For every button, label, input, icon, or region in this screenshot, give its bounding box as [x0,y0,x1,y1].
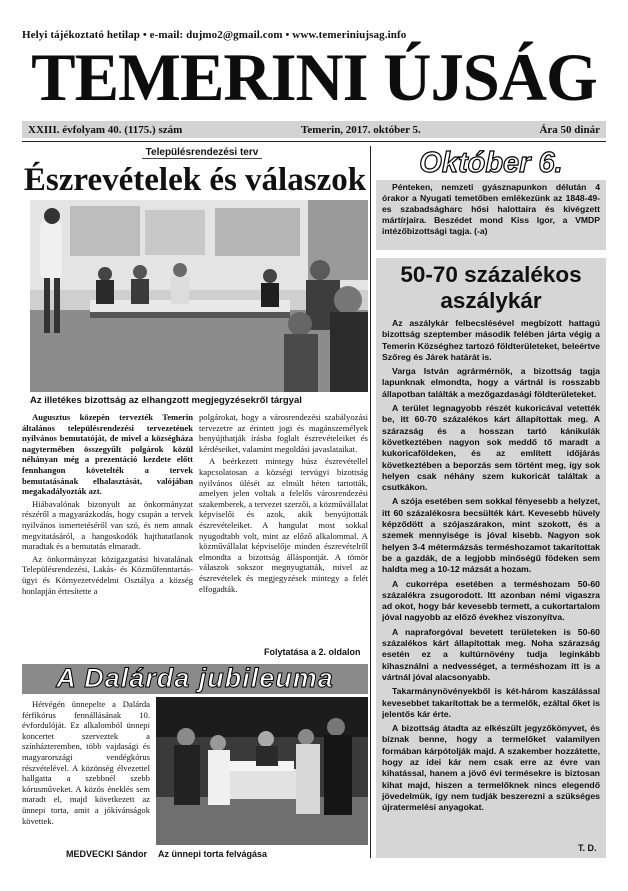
place-date: Temerin, 2017. október 5. [301,123,421,136]
masthead: TEMERINI ÚJSÁG [31,39,597,115]
article-paragraph: Hétvégén ünnepelte a Dalárda férfikórus fennállásának 10. évfordulóját. Ez alkalomból ünnepi koncertet szerveztek a színházteremben, több vajdasági és magyarországi vendégkórus részvételével. A közönség élvezettel hallgatta a szebbnél szebb kórusműveket. A közös éneklés sem maradt el, majd következett az ünnepi torta, amit a jókívánságok követtek. [22,699,150,826]
article-paragraph: Az önkormányzat közigazgatási hivatalának Településrendezési, Lakás- és Közműfenntartás-ügyi és Környezetvédelmi Osztálya a község honlapján értesítette a [22,553,193,596]
dalarda-body [22,699,150,849]
drought-signature: T. D. [578,843,597,853]
issue-infobar [22,121,606,138]
cake-photo-caption: Az ünnepi torta felvágása [158,849,268,859]
drought-title [376,262,606,314]
article-paragraph: A beérkezett mintegy húsz észrevétellel kapcsolatosan a községi tervügyi bizottság nyilvános ülését az elmúlt héten tartották, amelyen jelen voltak a felelős városrendezési szakemberek, a tervezet szerzői, a közművállalat képviselői és azok, akik benyújtották észrevételeiket. A hangulat most sokkal nyugodtabb volt, mint az előző alkalommal. A közművállalat képviselője minden észrevételről elmondta a bizottság álláspontját. A tömör válaszok sokszor megnyugtatták, mivel az észrevételek és megjegyzések mintegy a felét elfogadták. [199,456,368,594]
article-headline: Észrevételek és válaszok [23,162,367,198]
drought-paragraph: A bizottság átadta az elkészült jegyzőkönyvet, és bíznak benne, hogy a termelőket valamilyen formában kárpótolják majd. A szakember hozzátette, hogy az idei kár nem csak erre az évre van kihatással, hanem a jövő évi termésekre is biztosan kihat majd, hiszen a termelőknek nincs elegendő jövedelmük, így nem tudják beszerezni a szükséges újratermelési anyagokat. [382,723,600,813]
continued-note: Folytatása a 2. oldalon [264,647,361,657]
price: Ára 50 dinár [539,123,600,136]
drought-paragraph: Takarmánynövényekből is két-három kaszálással kevesebbet takarítottak be a termelők, ezáltal őket is jelentős kár érte. [382,686,600,719]
drought-paragraph: A szója esetében sem sokkal fényesebb a helyzet, itt 60 százalékosra becsülték kárt. Kevesebb hüvely képződött a szójaszárakon, mint szokott, és a szemek mennyisége is jóval kisebb. Nagyon sok helyen 3-4 métermázsás terméshozamot takarítottak be a gazdák, de a legjobb minőségű födeken sem haldta meg a 10-12 mázsát a hozam. [382,496,600,575]
drought-paragraph: Varga István agrármérnök, a bizottság tagja lapunknak elmondta, hogy a vártnál is rosszabb állapotban találták a mezőgazdasági földterületeket. [382,366,600,399]
drought-title-line2: aszálykár [440,288,542,313]
cake-photo [156,697,368,845]
drought-paragraph: Az aszálykár felbecslésével megbízott hattagú bizottság szeptember második felében járta végig a Temerin Községhez tartozó földterületeket, beleértve Szőreg és Járek határát is. [382,318,600,362]
header-rule [22,141,606,142]
cake-photo-drawing [156,697,368,845]
meeting-photo-caption: Az illetékes bizottság az elhangzott megjegyzésekről tárgyal [30,395,302,406]
article-kicker: Településrendezési terv [142,147,262,159]
meeting-photo [30,200,368,392]
drought-paragraph: A napraforgóval bevetett területeken is 50-60 százalékos kárt állapítottak meg. Noha szárazság esetén ez a kultúrnövény tudja leginkább kihasználni a nedvességet, a terméshozam itt is a vártnál jóval alacsonyabb. [382,626,600,682]
article-paragraph: Hiábavalónak bizonyult az önkormányzat részéről a magyarázkodás, hogy csupán a tervek nyilvános ismertetéséről van szó, és nem annak megvitatásáról, a hangoskodók hajthatatlanok maradtak és a bemutatás elmaradt. [22,498,193,552]
drought-title-line1: 50-70 százalékos [400,262,582,287]
article-paragraph: Augusztus közepén tervezték Temerin általános településrendezési tervezetének nyilvános bemutatóját, de mivel a községháza nagytermében összegyűlt polgárok közül néhányan még a prezentáció kezdete előtt fennhangon követelték a tervek bemutatásának elhalasztását, valójában megakadályozták azt. [22,412,193,497]
meeting-photo-drawing [30,200,368,392]
october6-title: Október 6. [419,147,563,179]
october6-text: Pénteken, nemzeti gyásznapunkon délután 4 órakor a Nyugati temetőben emlékezünk az 1848-49-es szabadságharc hősi halottaira és kivégzett mártírjaira. Beszédet mond Kiss Igor, a VMDP intézőbizottsági tagja. (-a) [382,182,600,236]
article-column-1 [22,412,193,662]
article-paragraph: polgárokat, hogy a városrendezési szabályozási tervezetre az érintett jogi és magánszemélyek benyújthatják írásba foglalt észrevételeiket és kérdéseiket, valamint megoldási javaslataikat. [199,412,368,454]
column-divider [370,146,371,858]
article-column-2 [199,412,368,644]
october6-body [382,182,600,237]
drought-body [382,318,600,853]
dalarda-title: A Dalárda jubileuma [56,663,334,693]
header-topline: Helyi tájékoztató hetilap • e-mail: dujmo2@gmail.com • www.temeriniujsag.info [22,29,407,41]
author-name: MEDVECKI Sándor [66,849,148,859]
drought-paragraph: A cukorrépa esetében a terméshozam 50-60 százalékra zsugorodott. Itt azonban némi vigaszra ad okot, hogy bár kevesebb termett, a cukortartalom jóval nagyobb az előző évekhez viszonyítva. [382,578,600,623]
drought-paragraph: A terület legnagyobb részét kukoricával vetették be, itt 60-70 százalékos kárt állapítottak meg. A szárazság és a hosszan tartó kánikulák következtében nagyon sok meddő tő maradt a kukoricaföldeken, és az említett időjárás következtében a beporzás sem történt meg, így sok helyen csak néhány szem kukoricát találtak a csutkákon. [382,403,600,493]
volume-number: XXIII. évfolyam 40. (1175.) szám [28,123,183,136]
